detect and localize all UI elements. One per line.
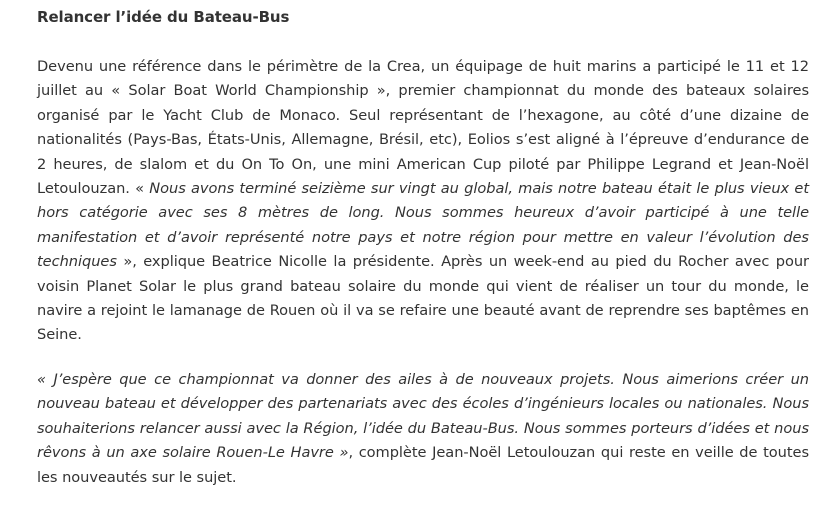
paragraph-2-quote: « J’espère que ce championnat va donner des ailes à de nouveaux projets. Nous aimerions créer un nouveau bateau et développer des partenariats avec des écoles d’ingénieurs locales ou nationales. Nous souhaiterions relancer aussi avec la Région, l’idée du Bateau-Bus. Nous sommes porteurs d’idées et nous rêvons à un axe solaire Rouen-Le Havre » xyxy=(37,370,809,462)
paragraph-1 xyxy=(37,55,809,348)
paragraph-2 xyxy=(37,368,809,490)
article-title: Relancer l’idée du Bateau-Bus xyxy=(37,8,290,26)
paragraph-1-quote: Nous avons terminé seizième sur vingt au global, mais notre bateau était le plus vieux et hors catégorie avec ses 8 mètres de long. Nous sommes heureux d’avoir participé à une telle manifestation et d’avoir représenté notre pays et notre région pour mettre en valeur l’évolution des techniques xyxy=(37,180,810,271)
paragraph-2-text: , complète Jean-Noël Letoulouzan qui reste en veille de toutes les nouveautés sur le sujet. xyxy=(37,444,809,486)
paragraph-1-text-a: Devenu une référence dans le périmètre de la Crea, un équipage de huit marins a participé le 11 et 12 juillet au « Solar Boat World Championship », premier championnat du monde des bateaux solaires organisé par le Yacht Club de Monaco. Seul représentant de l’hexagone, au côté d’une dizaine de nationalités (Pays-Bas, États-Unis, Allemagne, Brésil, etc), Eolios s’est aligné à l’épreuve d’endurance de 2 heures, de slalom et du On To On, une mini American Cup piloté par Philippe Legrand et Jean-Noël Letoulouzan. « xyxy=(37,58,809,198)
paragraph-1-text-b: », explique Beatrice Nicolle la présidente. Après un week-end au pied du Rocher avec pour voisin Planet Solar le plus grand bateau solaire du monde qui vient de réaliser un tour du monde, le navire a rejoint le lamanage de Rouen où il va se refaire une beauté avant de reprendre ses baptêmes en Seine. xyxy=(37,253,809,344)
